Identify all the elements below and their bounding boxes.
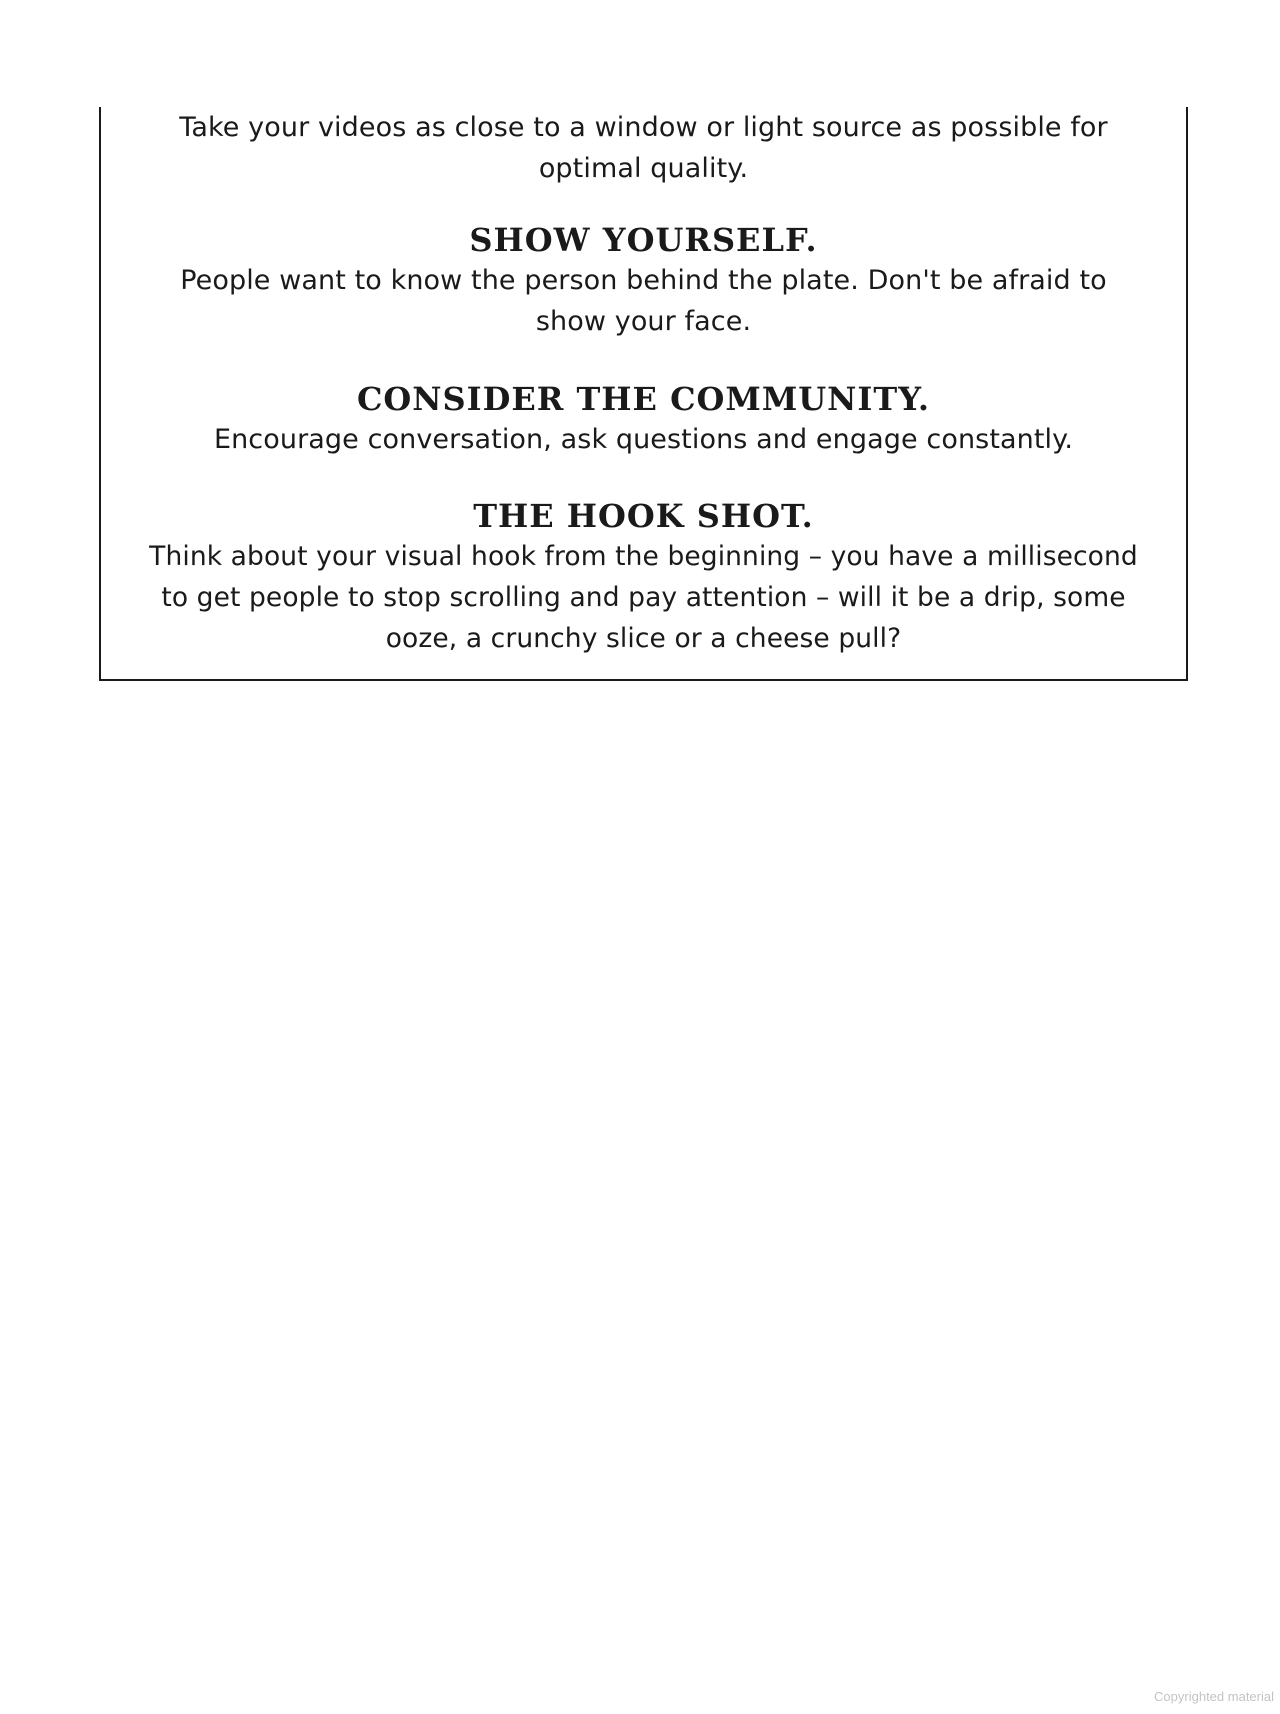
tip-heading: CONSIDER THE COMMUNITY. [356,380,931,418]
tip-heading: SHOW YOURSELF. [469,221,818,259]
tip-show-yourself [101,220,1186,342]
tip-the-hook-shot [101,496,1186,659]
tip-heading: THE HOOK SHOT. [473,497,814,535]
tip-body: Think about your visual hook from the beginning – you have a millisecond to get people to stop scrolling and pay attention – will it be a drip, some ooze, a crunchy slice or a cheese pull? [149,541,1138,654]
intro-text: Take your videos as close to a window or light source as possible for optimal quality. [179,112,1108,184]
tip-body: People want to know the person behind the plate. Don't be afraid to show your face. [180,265,1107,337]
tip-body: Encourage conversation, ask questions and engage constantly. [213,424,1074,455]
tips-box [99,107,1188,681]
tip-consider-the-community [101,379,1186,460]
intro-section [101,107,1186,189]
copyright-notice: Copyrighted material [1154,1689,1274,1704]
